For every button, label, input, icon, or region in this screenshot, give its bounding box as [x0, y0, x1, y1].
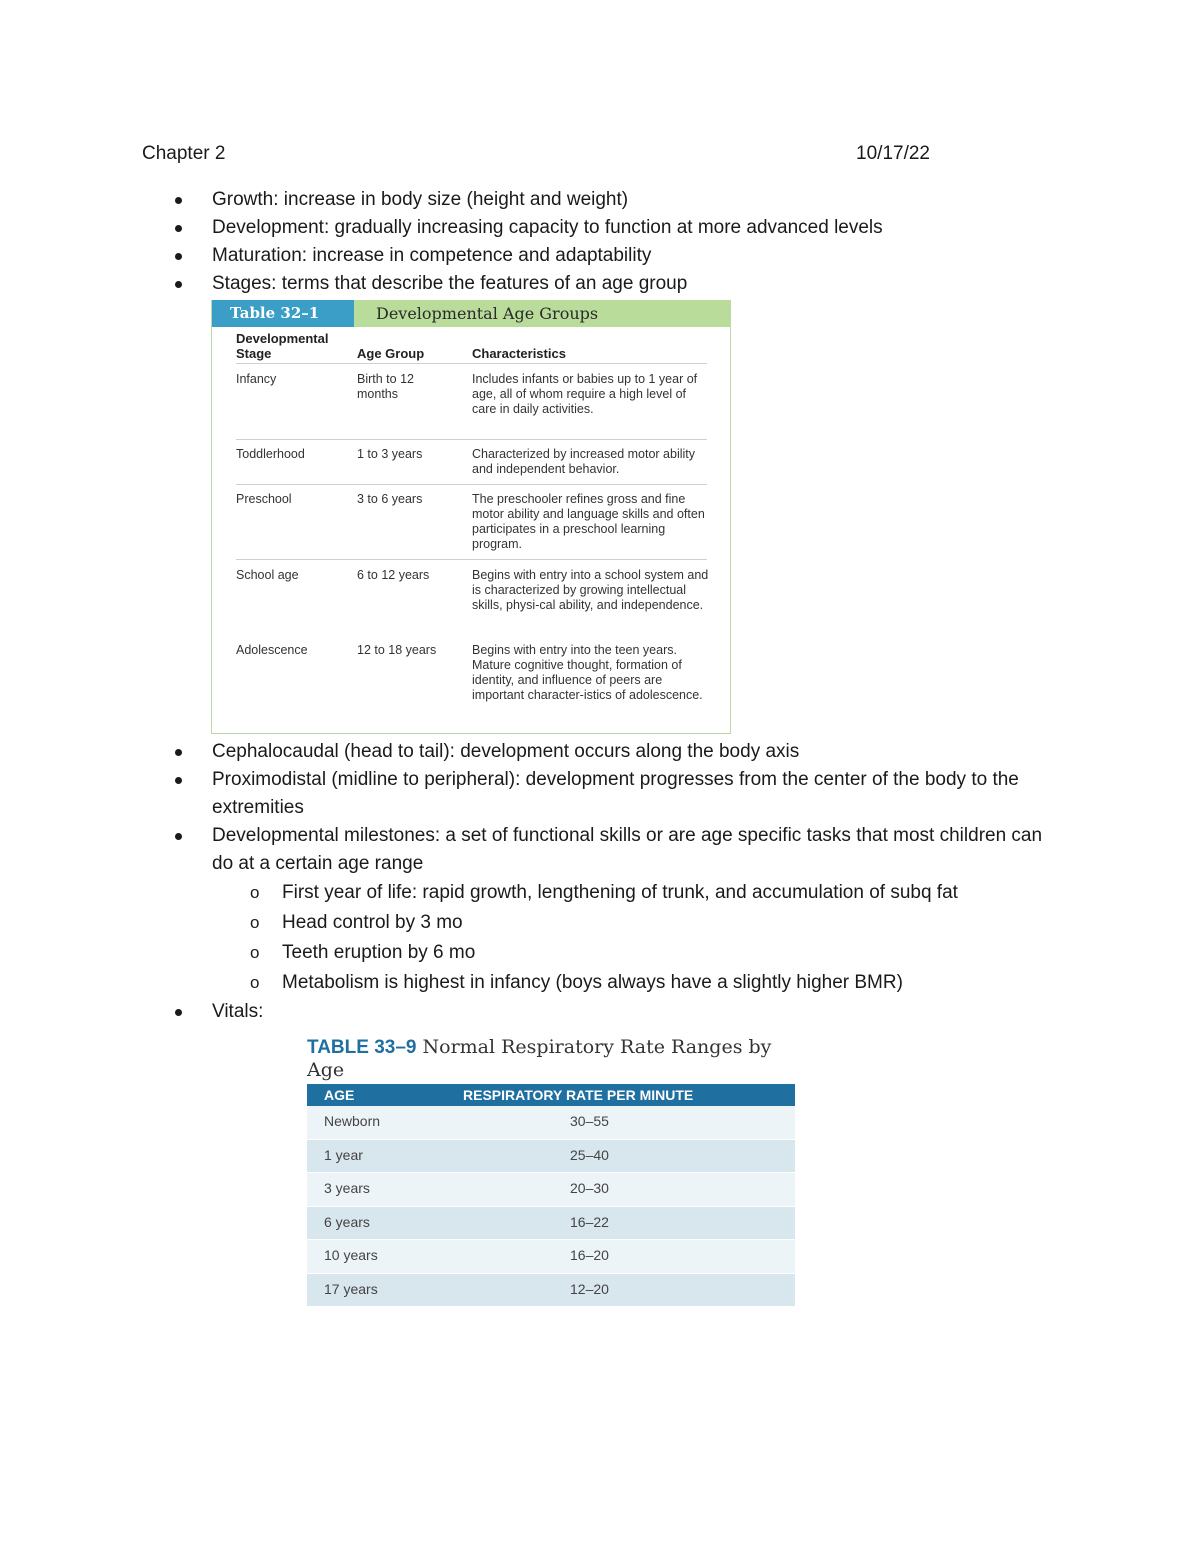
circle-bullet-icon: o: [250, 913, 260, 932]
table-row: Toddlerhood 1 to 3 years Characterized by increased motor ability and independent behavior.: [236, 447, 707, 485]
list-item: Growth: increase in body size (height and weight): [0, 186, 1200, 214]
list-item: Maturation: increase in competence and adaptability: [0, 242, 1200, 270]
bullet-icon: [175, 1009, 182, 1016]
rate-table: [307, 1084, 795, 1307]
column-header-rate: RESPIRATORY RATE PER MINUTE: [463, 1087, 694, 1103]
table-row: 6 years 16–22: [307, 1207, 795, 1241]
table-header-bar: [212, 300, 730, 327]
bullet-icon: [175, 777, 182, 784]
list-item: Development: gradually increasing capacity to function at more advanced levels: [0, 214, 1200, 242]
list-item: Cephalocaudal (head to tail): development occurs along the body axis: [0, 738, 1200, 766]
table-row: Infancy Birth to 12 months Includes infants or babies up to 1 year of age, all of whom require a high level of care in daily activities.: [236, 372, 707, 440]
bullet-icon: [175, 833, 182, 840]
column-headers: [236, 332, 707, 364]
bullet-icon: [175, 225, 182, 232]
table-row: 3 years 20–30: [307, 1173, 795, 1207]
bullet-list-top: [0, 186, 1200, 298]
sub-list-item: o Head control by 3 mo: [0, 908, 1200, 938]
table-row: 17 years 12–20: [307, 1274, 795, 1308]
column-header-age: AGE: [324, 1087, 355, 1103]
circle-bullet-icon: o: [250, 973, 260, 992]
bullet-list-middle: [0, 738, 1200, 878]
table-title: Normal Respiratory Rate Ranges by Age: [307, 1036, 772, 1081]
circle-bullet-icon: o: [250, 883, 260, 902]
list-item: [0, 998, 1200, 1026]
note-date: 10/17/22: [856, 143, 930, 164]
table-row: Adolescence 12 to 18 years Begins with entry into the teen years. Mature cognitive thought, formation of identity, and influence of peers are important character-istics of adolescence.: [236, 643, 703, 702]
table-caption: [307, 1036, 795, 1081]
bullet-list-vitals: [0, 998, 1200, 1026]
chapter-title: Chapter 2: [142, 143, 226, 164]
list-item: Proximodistal (midline to peripheral): development progresses from the center of the body to the extremities: [0, 766, 1200, 822]
column-header-stage: Developmental Stage: [236, 331, 329, 361]
respiratory-rate-table: [307, 1036, 795, 1297]
bullet-icon: [175, 749, 182, 756]
table-row: Preschool 3 to 6 years The preschooler refines gross and fine motor ability and language skills and often participates in a preschool learning program.: [236, 492, 707, 560]
vitals-label: Vitals:: [212, 1001, 264, 1022]
sub-list-item: o Metabolism is highest in infancy (boys always have a slightly higher BMR): [0, 968, 1200, 998]
bullet-icon: [175, 281, 182, 288]
column-header-age: Age Group: [357, 346, 425, 361]
table-row: School age 6 to 12 years Begins with entry into a school system and is characterized by growing intellectual skills, physi-cal ability, and independence.: [236, 568, 709, 612]
table-header-row: [307, 1084, 795, 1106]
bullet-icon: [175, 197, 182, 204]
circle-bullet-icon: o: [250, 943, 260, 962]
table-row: 1 year 25–40: [307, 1140, 795, 1174]
sub-list-item: o Teeth eruption by 6 mo: [0, 938, 1200, 968]
developmental-age-groups-table: [211, 300, 731, 734]
sub-bullet-list: [0, 878, 1200, 998]
sub-list-item: o First year of life: rapid growth, lengthening of trunk, and accumulation of subq fat: [0, 878, 1200, 908]
table-row: Newborn 30–55: [307, 1106, 795, 1140]
table-number: Table 32–1: [212, 300, 354, 327]
table-row: 10 years 16–20: [307, 1240, 795, 1274]
column-header-characteristics: Characteristics: [472, 346, 566, 361]
page-header: [142, 143, 930, 165]
table-number: TABLE 33–9: [307, 1037, 417, 1058]
list-item: Stages: terms that describe the features of an age group: [0, 270, 1200, 298]
table-title: Developmental Age Groups: [354, 300, 730, 327]
list-item: Developmental milestones: a set of functional skills or are age specific tasks that most children can do at a certain age range: [0, 822, 1200, 878]
bullet-icon: [175, 253, 182, 260]
